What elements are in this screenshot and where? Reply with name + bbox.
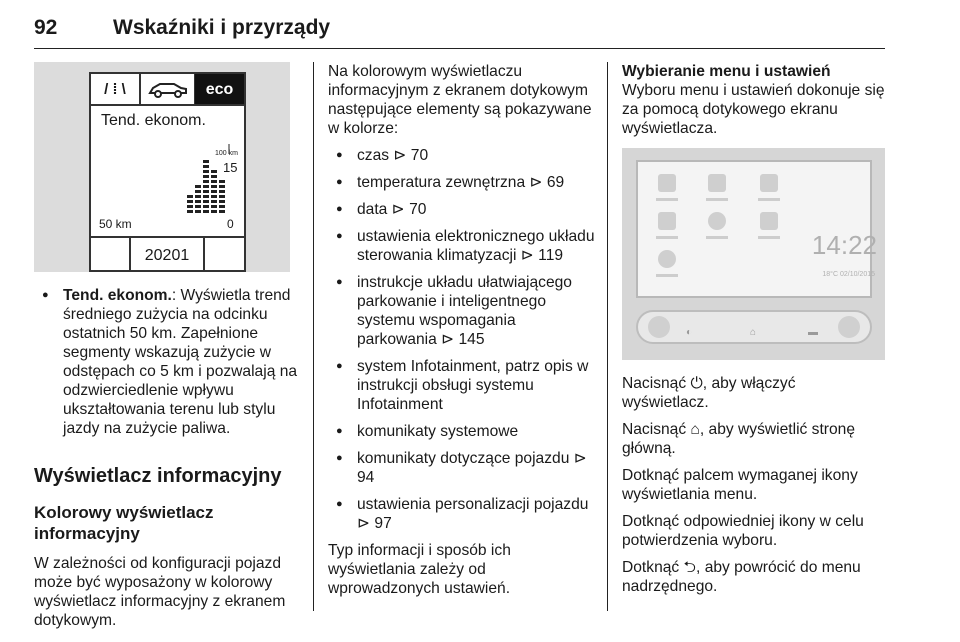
list-item: ● komunikaty systemowe bbox=[328, 422, 596, 441]
bullet-text: : Wyświetla trend średniego zużycia na odcinku ostatnich 50 km. Zapełnione segmenty wskazują zużycie w odstępach co 5 km i pozwalają na odzwierciedlenie wpływu ukształtowania terenu lub stylu jazdy na zużycie paliwa. bbox=[63, 287, 298, 437]
phone-button-icon: ▬ bbox=[808, 327, 818, 338]
gear-icon bbox=[760, 212, 778, 230]
paragraph: Typ informacji i sposób ich wyświetlania zależy od wprowadzonych ustawień. bbox=[328, 542, 511, 597]
paragraph: Dotknąć palcem wymaganej ikony wyświetlania menu. bbox=[622, 467, 858, 503]
list-item: ● ustawienia personalizacji pojazdu ⊳ 97 bbox=[328, 495, 596, 533]
infotainment-screen-figure bbox=[622, 148, 885, 360]
home-button-icon: ⌂ bbox=[750, 327, 757, 338]
scale-unit: 100 km bbox=[215, 150, 238, 157]
axis-left-label: 50 km bbox=[99, 217, 132, 231]
page-title: Wskaźniki i przyrządy bbox=[113, 16, 331, 39]
page-number: 92 bbox=[34, 16, 58, 39]
odometer: 20201 bbox=[131, 238, 205, 272]
gallery-icon bbox=[708, 174, 726, 192]
lane-icon: / ⁞ \ bbox=[91, 74, 141, 104]
column-divider-1 bbox=[313, 62, 314, 611]
volume-knob-icon bbox=[648, 316, 670, 338]
paragraph: Dotknąć ⮌, aby powrócić do menu nadrzędnego. bbox=[622, 559, 861, 595]
audio-icon bbox=[658, 174, 676, 192]
display-label: Tend. ekonom. bbox=[101, 112, 206, 129]
column-2 bbox=[328, 62, 596, 606]
section-heading: Wybieranie menu i ustawień bbox=[622, 63, 831, 80]
screen-temperature-date: 18°C 02/10/2015 bbox=[822, 271, 875, 278]
column-divider-2 bbox=[607, 62, 608, 611]
steering-icon bbox=[658, 250, 676, 268]
power-button-icon: ◐ bbox=[686, 327, 693, 338]
display-bottom-bar bbox=[91, 236, 244, 272]
paragraph: Dotknąć odpowiedniej ikony w celu potwierdzenia wyboru. bbox=[622, 513, 864, 549]
column-1 bbox=[34, 62, 302, 638]
page-header bbox=[34, 14, 885, 49]
screen-clock: 14:22 bbox=[811, 230, 877, 260]
scale-value: 15 bbox=[223, 160, 238, 175]
apps-icon bbox=[658, 212, 676, 230]
consumption-bars bbox=[91, 74, 244, 236]
phone-icon bbox=[760, 174, 778, 192]
list-item: ● ustawienia elektronicznego układu sterowania klimatyzacji ⊳ 119 bbox=[328, 227, 596, 265]
tune-knob-icon bbox=[838, 316, 860, 338]
paragraph: Na kolorowym wyświetlaczu informacyjnym z ekranem dotykowym następujące elementy są pokazywane w kolorze: bbox=[328, 63, 592, 137]
bullet-term: Tend. ekonom. bbox=[63, 287, 172, 304]
eco-tab: eco bbox=[195, 74, 244, 104]
list-item: ● instrukcje układu ułatwiającego parkowanie i inteligentnego systemu wspomagania parkowania ⊳ 145 bbox=[328, 273, 596, 349]
list-item: ● temperatura zewnętrzna ⊳ 69 bbox=[328, 173, 596, 192]
subsection-heading: Kolorowy wyświetlacz informacyjny bbox=[34, 503, 214, 543]
paragraph: Nacisnąć ⌂, aby wyświetlić stronę główną. bbox=[622, 421, 856, 457]
axis-right-label: 0 bbox=[227, 217, 234, 231]
display-frame bbox=[89, 72, 246, 272]
list-item: ● komunikaty dotyczące pojazdu ⊳ 94 bbox=[328, 449, 596, 487]
control-strip bbox=[636, 310, 872, 344]
list-item: ● czas ⊳ 70 bbox=[328, 146, 596, 165]
paragraph: Wyboru menu i ustawień dokonuje się za pomocą dotykowego ekranu wyświetlacza. bbox=[622, 82, 885, 137]
section-heading: Wyświetlacz informacyjny bbox=[34, 465, 282, 487]
list-item bbox=[34, 286, 302, 438]
settings-icon bbox=[708, 212, 726, 230]
instrument-display-figure bbox=[34, 62, 290, 272]
paragraph: Nacisnąć ⏻, aby włączyć wyświetlacz. bbox=[622, 375, 796, 411]
paragraph: W zależności od konfiguracji pojazd może być wyposażony w kolorowy wyświetlacz informacyjny z ekranem dotykowym. bbox=[34, 555, 286, 629]
list-item: ● data ⊳ 70 bbox=[328, 200, 596, 219]
list-item: ● system Infotainment, patrz opis w instrukcji obsługi systemu Infotainment bbox=[328, 357, 596, 414]
column-3 bbox=[622, 62, 885, 604]
